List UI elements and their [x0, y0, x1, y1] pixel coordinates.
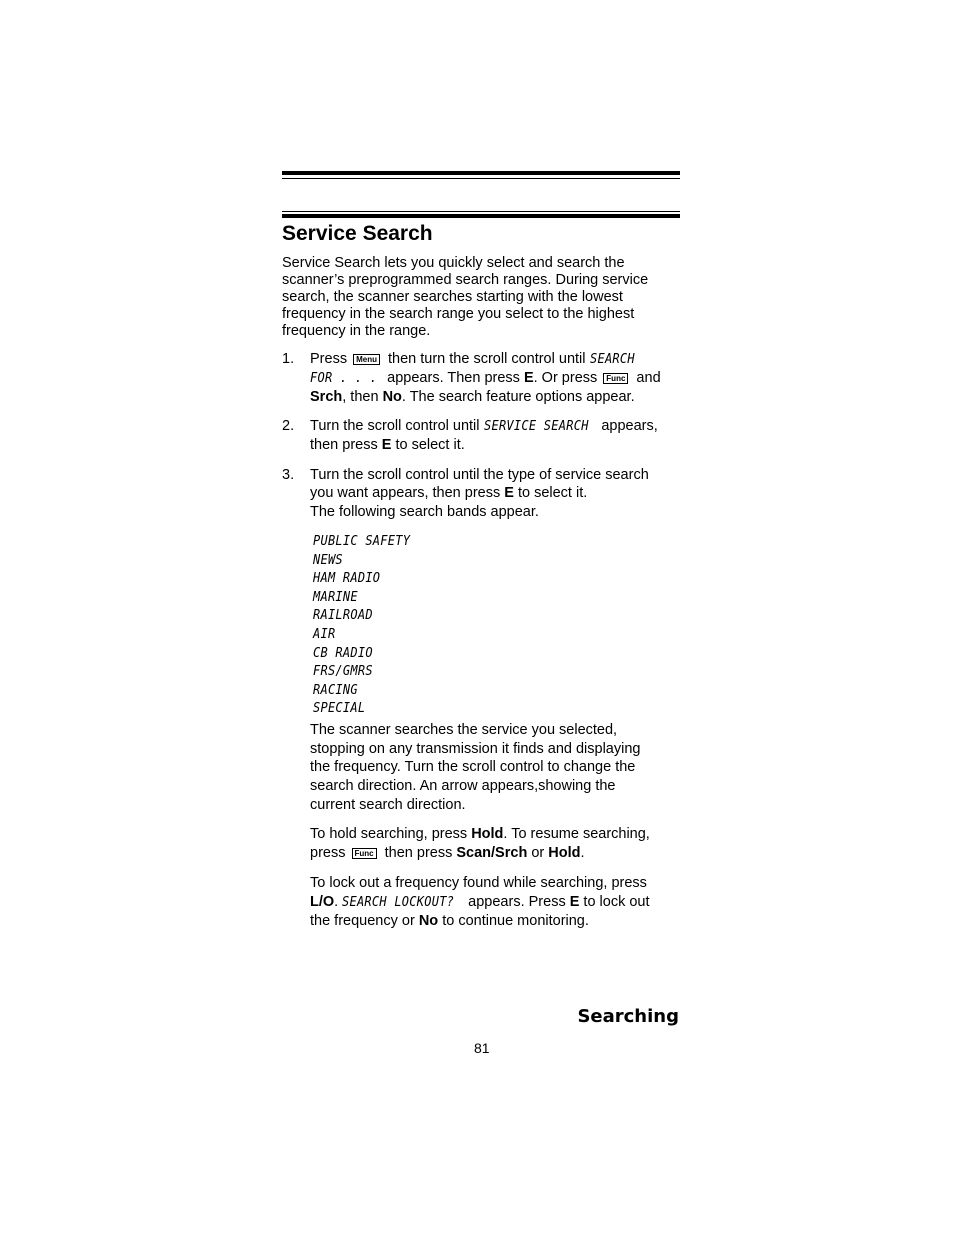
key-label: E [569, 893, 580, 910]
key-label: No [418, 913, 439, 929]
para-text: . To resume searching, [503, 826, 650, 842]
intro-line: frequency in the search range you select to the highest [282, 306, 635, 322]
key-label: E [504, 485, 514, 501]
intro-line: search, the scanner searches starting with the lowest [282, 289, 623, 305]
para-text: to continue monitoring. [438, 913, 589, 929]
step-line [310, 389, 635, 406]
para-line [310, 893, 690, 913]
menu-key: Menu [353, 354, 380, 365]
section-rule-thin [282, 211, 680, 212]
footer-section-name: Searching [577, 1006, 679, 1027]
para-line: To lock out a frequency found while searching, press [310, 875, 647, 891]
step-text: you want appears, then press [310, 485, 505, 501]
para-line: search direction. An arrow appears,showing the [310, 778, 616, 795]
para-line [310, 912, 690, 931]
step-text: appears, [597, 418, 658, 434]
band-item: RACING [313, 682, 358, 698]
step-text: then press [310, 437, 382, 453]
lcd-text: SEARCH [589, 352, 635, 367]
para-text: . [334, 893, 343, 910]
key-label: Scan/Srch [456, 845, 528, 861]
step-text: then turn the scroll control until [383, 351, 590, 367]
band-item: FRS/GMRS [313, 664, 373, 680]
para-text: to lock out [579, 893, 650, 910]
para-text: press [310, 845, 350, 861]
intro-line: Service Search lets you quickly select and search the [282, 255, 625, 271]
step-line [310, 437, 465, 454]
para-line: The scanner searches the service you selected, [310, 722, 618, 738]
para-text: the frequency or [310, 913, 419, 929]
para-line: current search direction. [310, 796, 466, 813]
key-label: E [523, 370, 534, 386]
key-label: Hold [548, 845, 581, 861]
func-key: Func [603, 373, 628, 384]
para-text: To hold searching, press [310, 826, 472, 842]
band-item: HAM RADIO [313, 571, 381, 587]
top-rule-thin [282, 178, 680, 179]
key-label: Hold [471, 826, 504, 842]
step-number: 1. [282, 351, 295, 367]
step-text: . Or press [533, 370, 602, 386]
step-text: to select it. [513, 485, 588, 501]
step-line: The following search bands appear. [310, 504, 539, 520]
intro-line: scanner’s preprogrammed search ranges. During service [282, 272, 649, 288]
lcd-text: SEARCH LOCKOUT? [342, 894, 455, 910]
step-line [310, 370, 661, 387]
step-text: . The search feature options appear. [401, 389, 635, 405]
step-text: , then [342, 389, 383, 405]
step-line [310, 418, 658, 435]
intro-paragraph [282, 255, 682, 340]
search-bands-list [313, 532, 419, 718]
lcd-text: FOR . . . [310, 371, 378, 386]
step-number: 2. [282, 418, 295, 434]
section-rule-thick [282, 214, 680, 218]
page-title: Service Search [282, 222, 433, 245]
key-label: E [381, 437, 392, 453]
band-item: PUBLIC SAFETY [313, 534, 411, 549]
step-line [310, 485, 587, 502]
para-line: the frequency. Turn the scroll control to change the [310, 759, 636, 776]
step-text: to select it. [391, 437, 465, 453]
func-key: Func [352, 848, 377, 859]
page-number: 81 [474, 1040, 490, 1056]
para-text: . [580, 845, 585, 861]
para-text: then press [380, 845, 457, 861]
hold-instructions [310, 825, 690, 863]
step-text: and [632, 370, 661, 386]
band-item: CB RADIO [313, 645, 373, 661]
intro-line: frequency in the range. [282, 323, 431, 339]
step-text: Turn the scroll control until [310, 418, 484, 434]
lockout-instructions [310, 874, 690, 931]
para-text: appears. Press [464, 893, 570, 910]
para-text: or [527, 845, 549, 861]
para-line: stopping on any transmission it finds and displaying [310, 740, 641, 757]
band-item: NEWS [313, 552, 343, 568]
key-label: No [382, 389, 402, 405]
step-line: Turn the scroll control until the type of service search [310, 467, 649, 483]
top-rule-thick [282, 171, 680, 175]
band-item: SPECIAL [313, 701, 366, 717]
step-text: appears. Then press [383, 370, 524, 386]
band-item: AIR [313, 626, 336, 642]
band-item: RAILROAD [313, 608, 373, 624]
step-number: 3. [282, 467, 295, 483]
search-description [310, 721, 690, 815]
key-label: L/O [310, 893, 335, 910]
band-item: MARINE [313, 589, 358, 605]
step-line [310, 351, 638, 368]
para-line [310, 844, 690, 863]
lcd-text: SERVICE SEARCH [483, 419, 589, 434]
key-label: Srch [310, 389, 343, 405]
step-text: Press [310, 351, 352, 367]
para-line [310, 825, 690, 844]
